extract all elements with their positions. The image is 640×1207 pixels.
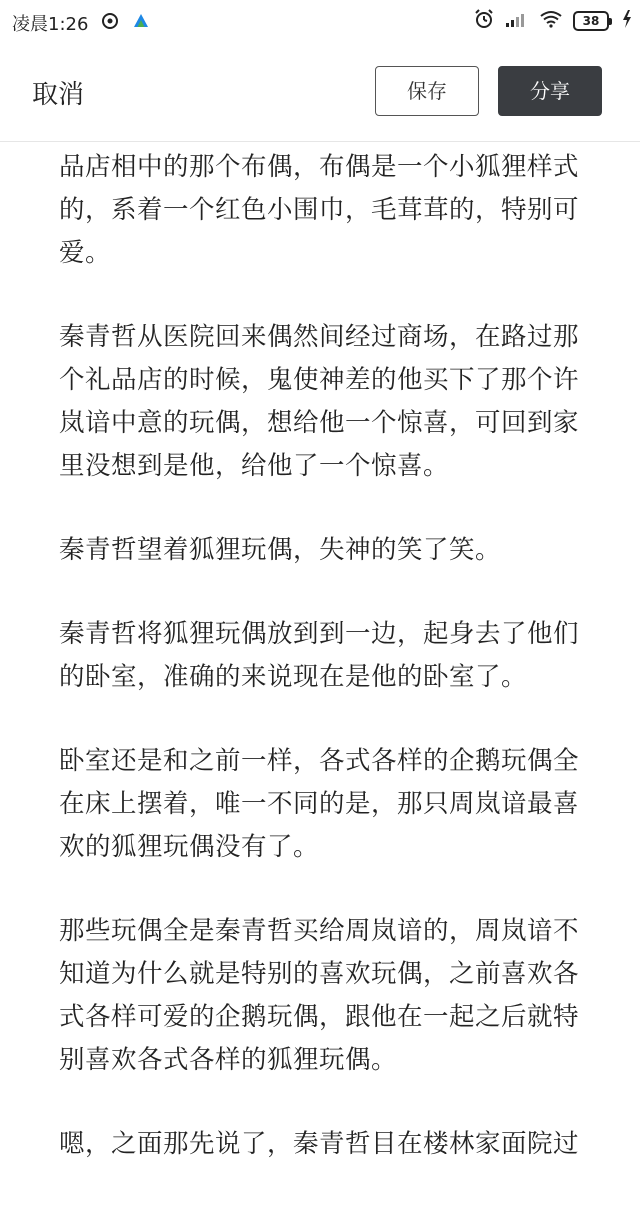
- save-button[interactable]: 保存: [375, 66, 479, 116]
- app-notification-icon: [132, 12, 150, 35]
- article-body: [59, 148, 583, 1207]
- battery-icon: [573, 11, 612, 31]
- article-paragraph: 秦青哲从医院回来偶然间经过商场，在路过那个礼品店的时候，鬼使神差的他买下了那个许岚谙中意的玩偶，想给他一个惊喜，可回到家里没想到是他，给他了一个惊喜。: [59, 322, 580, 481]
- weibo-icon: [100, 11, 120, 36]
- article-paragraph: 嗯，之面那先说了，秦青哲目在楼林家面院过: [59, 1129, 580, 1159]
- article-paragraph: 那些玩偶全是秦青哲买给周岚谙的，周岚谙不知道为什么就是特别的喜欢玩偶，之前喜欢各式各样可爱的企鹅玩偶，跟他在一起之后就特别喜欢各式各样的狐狸玩偶。: [59, 916, 580, 1075]
- article-paragraph: 秦青哲望着狐狸玩偶，失神的笑了笑。: [59, 535, 502, 565]
- status-time: 凌晨1:26: [12, 14, 89, 35]
- status-bar: [0, 0, 640, 44]
- battery-tip: [609, 18, 612, 25]
- alarm-icon: [473, 8, 495, 34]
- article-paragraph: 秦青哲将狐狸玩偶放到到一边，起身去了他们的卧室，准确的来说现在是他的卧室了。: [59, 619, 580, 692]
- article-paragraph: 卧室还是和之前一样，各式各样的企鹅玩偶全在床上摆着，唯一不同的是，那只周岚谙最喜欢的狐狸玩偶没有了。: [59, 746, 580, 862]
- wifi-icon: [539, 10, 563, 32]
- share-button[interactable]: 分享: [498, 66, 602, 116]
- charging-icon: [622, 10, 632, 32]
- cancel-button[interactable]: 取消: [32, 80, 85, 110]
- status-right: [473, 8, 632, 34]
- battery-level: 38: [573, 11, 609, 31]
- status-left: [12, 10, 150, 36]
- signal-icon: [505, 10, 529, 32]
- article-content[interactable]: [0, 142, 640, 1159]
- article-paragraph: 品店相中的那个布偶，布偶是一个小狐狸样式的，系着一个红色小围巾，毛茸茸的，特别可爱。: [59, 152, 580, 268]
- editor-toolbar: [0, 44, 640, 142]
